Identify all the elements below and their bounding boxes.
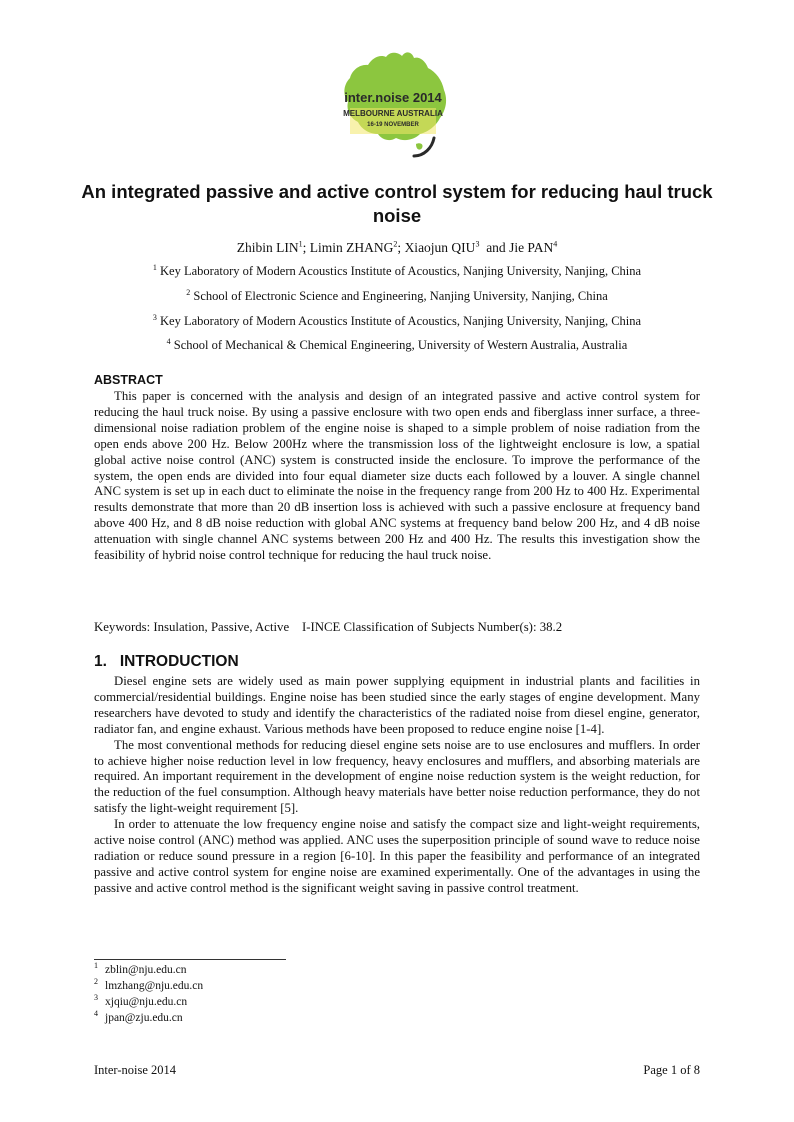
classification-number: I-INCE Classification of Subjects Number(s): 38.2 — [301, 620, 563, 634]
conference-logo — [332, 48, 454, 160]
keywords-label: Keywords: — [94, 620, 154, 634]
author-mark: 3 — [475, 239, 480, 249]
footnote — [94, 993, 188, 1008]
footnote-mark: 2 — [94, 977, 98, 987]
section-number: 1. — [94, 653, 107, 670]
footnote-email: xjqiu@nju.edu.cn — [105, 996, 188, 1008]
affiliation-text: School of Electronic Science and Engineering, Nanjing University, Nanjing, China — [193, 289, 608, 303]
author-name: Zhibin LIN — [236, 240, 299, 255]
author-list: Zhibin LIN$^1$; Limin ZHANG$^2$; Xiaojun QIU$^3$ and Jie PAN$^4$ — [236, 239, 558, 255]
logo-title: inter.noise 2014 — [344, 90, 442, 105]
footnote-mark: 4 — [94, 1009, 98, 1019]
intro-paragraph: The most conventional methods for reducing diesel engine sets noise are to use enclosures and mufflers. In order to achieve higher noise reduction level in low frequency, heavy enclosures and mufflers, and absorbing materials are required. An important requirement in the development of engine noise reduction system is the weight reduction, for the reduction of the fuel consumption. Although heavy materials have better noise reduction performance, they do not satisfy the light-weight requirement [5]. — [94, 737, 700, 816]
author-mark: 1 — [298, 239, 303, 249]
footnote-email: lmzhang@nju.edu.cn — [105, 980, 204, 992]
footer-page-number: Page 1 of 8 — [643, 1063, 700, 1077]
author-mark: 4 — [553, 239, 558, 249]
introduction-section — [94, 653, 700, 897]
affiliation-text: Key Laboratory of Modern Acoustics Institute of Acoustics, Nanjing University, Nanjing, China — [160, 314, 642, 328]
affiliation — [0, 264, 794, 279]
footer-conference: Inter-noise 2014 — [94, 1063, 177, 1077]
affiliation — [0, 338, 794, 353]
abstract-heading: ABSTRACT — [94, 373, 163, 387]
logo-location: MELBOURNE AUSTRALIA — [343, 109, 443, 118]
keywords-list: Insulation, Passive, Active — [153, 620, 290, 634]
abstract-text: This paper is concerned with the analysis and design of an integrated passive and active control system for reducing the haul truck noise. By using a passive enclosure with two open ends and fiberglass inner surface, a three-dimensional noise radiation problem of the engine noise is shaped to a simple problem of noise radiation from the open ends above 200 Hz. Below 200Hz where the transmission loss of the lightweight enclosure is low, a spatial global active noise control (ANC) system is constructed inside the enclosure. To improve the performance of the system, the open ends are divided into four equal diameter size ducts each followed by a louver. A single channel ANC system is set up in each duct to eliminate the noise in the frequency range from 200 Hz to 400 Hz. Experimental results demonstrate that more than 20 dB insertion loss is achieved with such a passive enclosure at frequency band above 400 Hz, and 8 dB noise reduction with global ANC systems at frequency band below 200 Hz, and 4 dB noise attenuation with single channel ANC systems between 200 Hz and 400 Hz. The results this investigation show the feasibility of hybrid noise control technique for reducing the haul truck noise. — [94, 389, 700, 563]
footnote — [94, 1009, 183, 1024]
footnote-mark: 1 — [94, 961, 98, 971]
intro-paragraph: In order to attenuate the low frequency engine noise and satisfy the compact size and light-weight requirements, active noise control (ANC) method was applied. ANC uses the superposition principle of sound wave to reduce noise radiation or reduce sound pressure in a region [6-10]. In this paper the feasibility and performance of an integrated passive and active control system for engine noise are examined experimentally. One of the advantages in using the passive and active control method is the significant weight saving in passive control treatment. — [94, 817, 700, 895]
affiliation — [0, 289, 794, 304]
affiliation-mark: 1 — [152, 262, 157, 272]
author-name: Jie PAN — [509, 240, 554, 255]
intro-paragraph: Diesel engine sets are widely used as main power supplying equipment in industrial plants and facilities in commercial/residential buildings. Engine noise has been studied since the early stages of engine development. Many researchers have devoted to study and identify the characteristics of the radiated noise from diesel engine, generator, radiator fan, and engine exhaust. Various methods have been proposed to reduce engine noise [1-4]. — [94, 674, 700, 736]
section-title: INTRODUCTION — [119, 653, 239, 670]
footnote — [94, 977, 204, 992]
keywords-line — [94, 620, 700, 635]
footnote-mark: 3 — [94, 993, 98, 1003]
affiliation-text: School of Mechanical & Chemical Engineering, University of Western Australia, Australia — [173, 338, 628, 352]
affiliation-mark: 2 — [186, 287, 191, 297]
paper-title: An integrated passive and active control system for reducing haul truck noise — [81, 181, 713, 226]
affiliation-mark: 3 — [152, 312, 157, 322]
tasmania-shape — [416, 143, 423, 149]
affiliation-text: Key Laboratory of Modern Acoustics Institute of Acoustics, Nanjing University, Nanjing, China — [160, 264, 642, 278]
footnote-divider — [94, 959, 286, 960]
logo-dates: 16-19 NOVEMBER — [367, 122, 419, 128]
abstract-section — [94, 373, 700, 564]
affiliation — [0, 314, 794, 329]
introduction-heading — [94, 653, 700, 671]
author-mark: 2 — [393, 239, 398, 249]
author-name: Xiaojun QIU — [404, 240, 476, 255]
author-name: Limin ZHANG — [309, 240, 394, 255]
footnote-email: zblin@nju.edu.cn — [105, 964, 187, 976]
affiliation-mark: 4 — [166, 336, 171, 346]
footnote — [94, 961, 187, 976]
footnote-email: jpan@zju.edu.cn — [105, 1012, 183, 1024]
